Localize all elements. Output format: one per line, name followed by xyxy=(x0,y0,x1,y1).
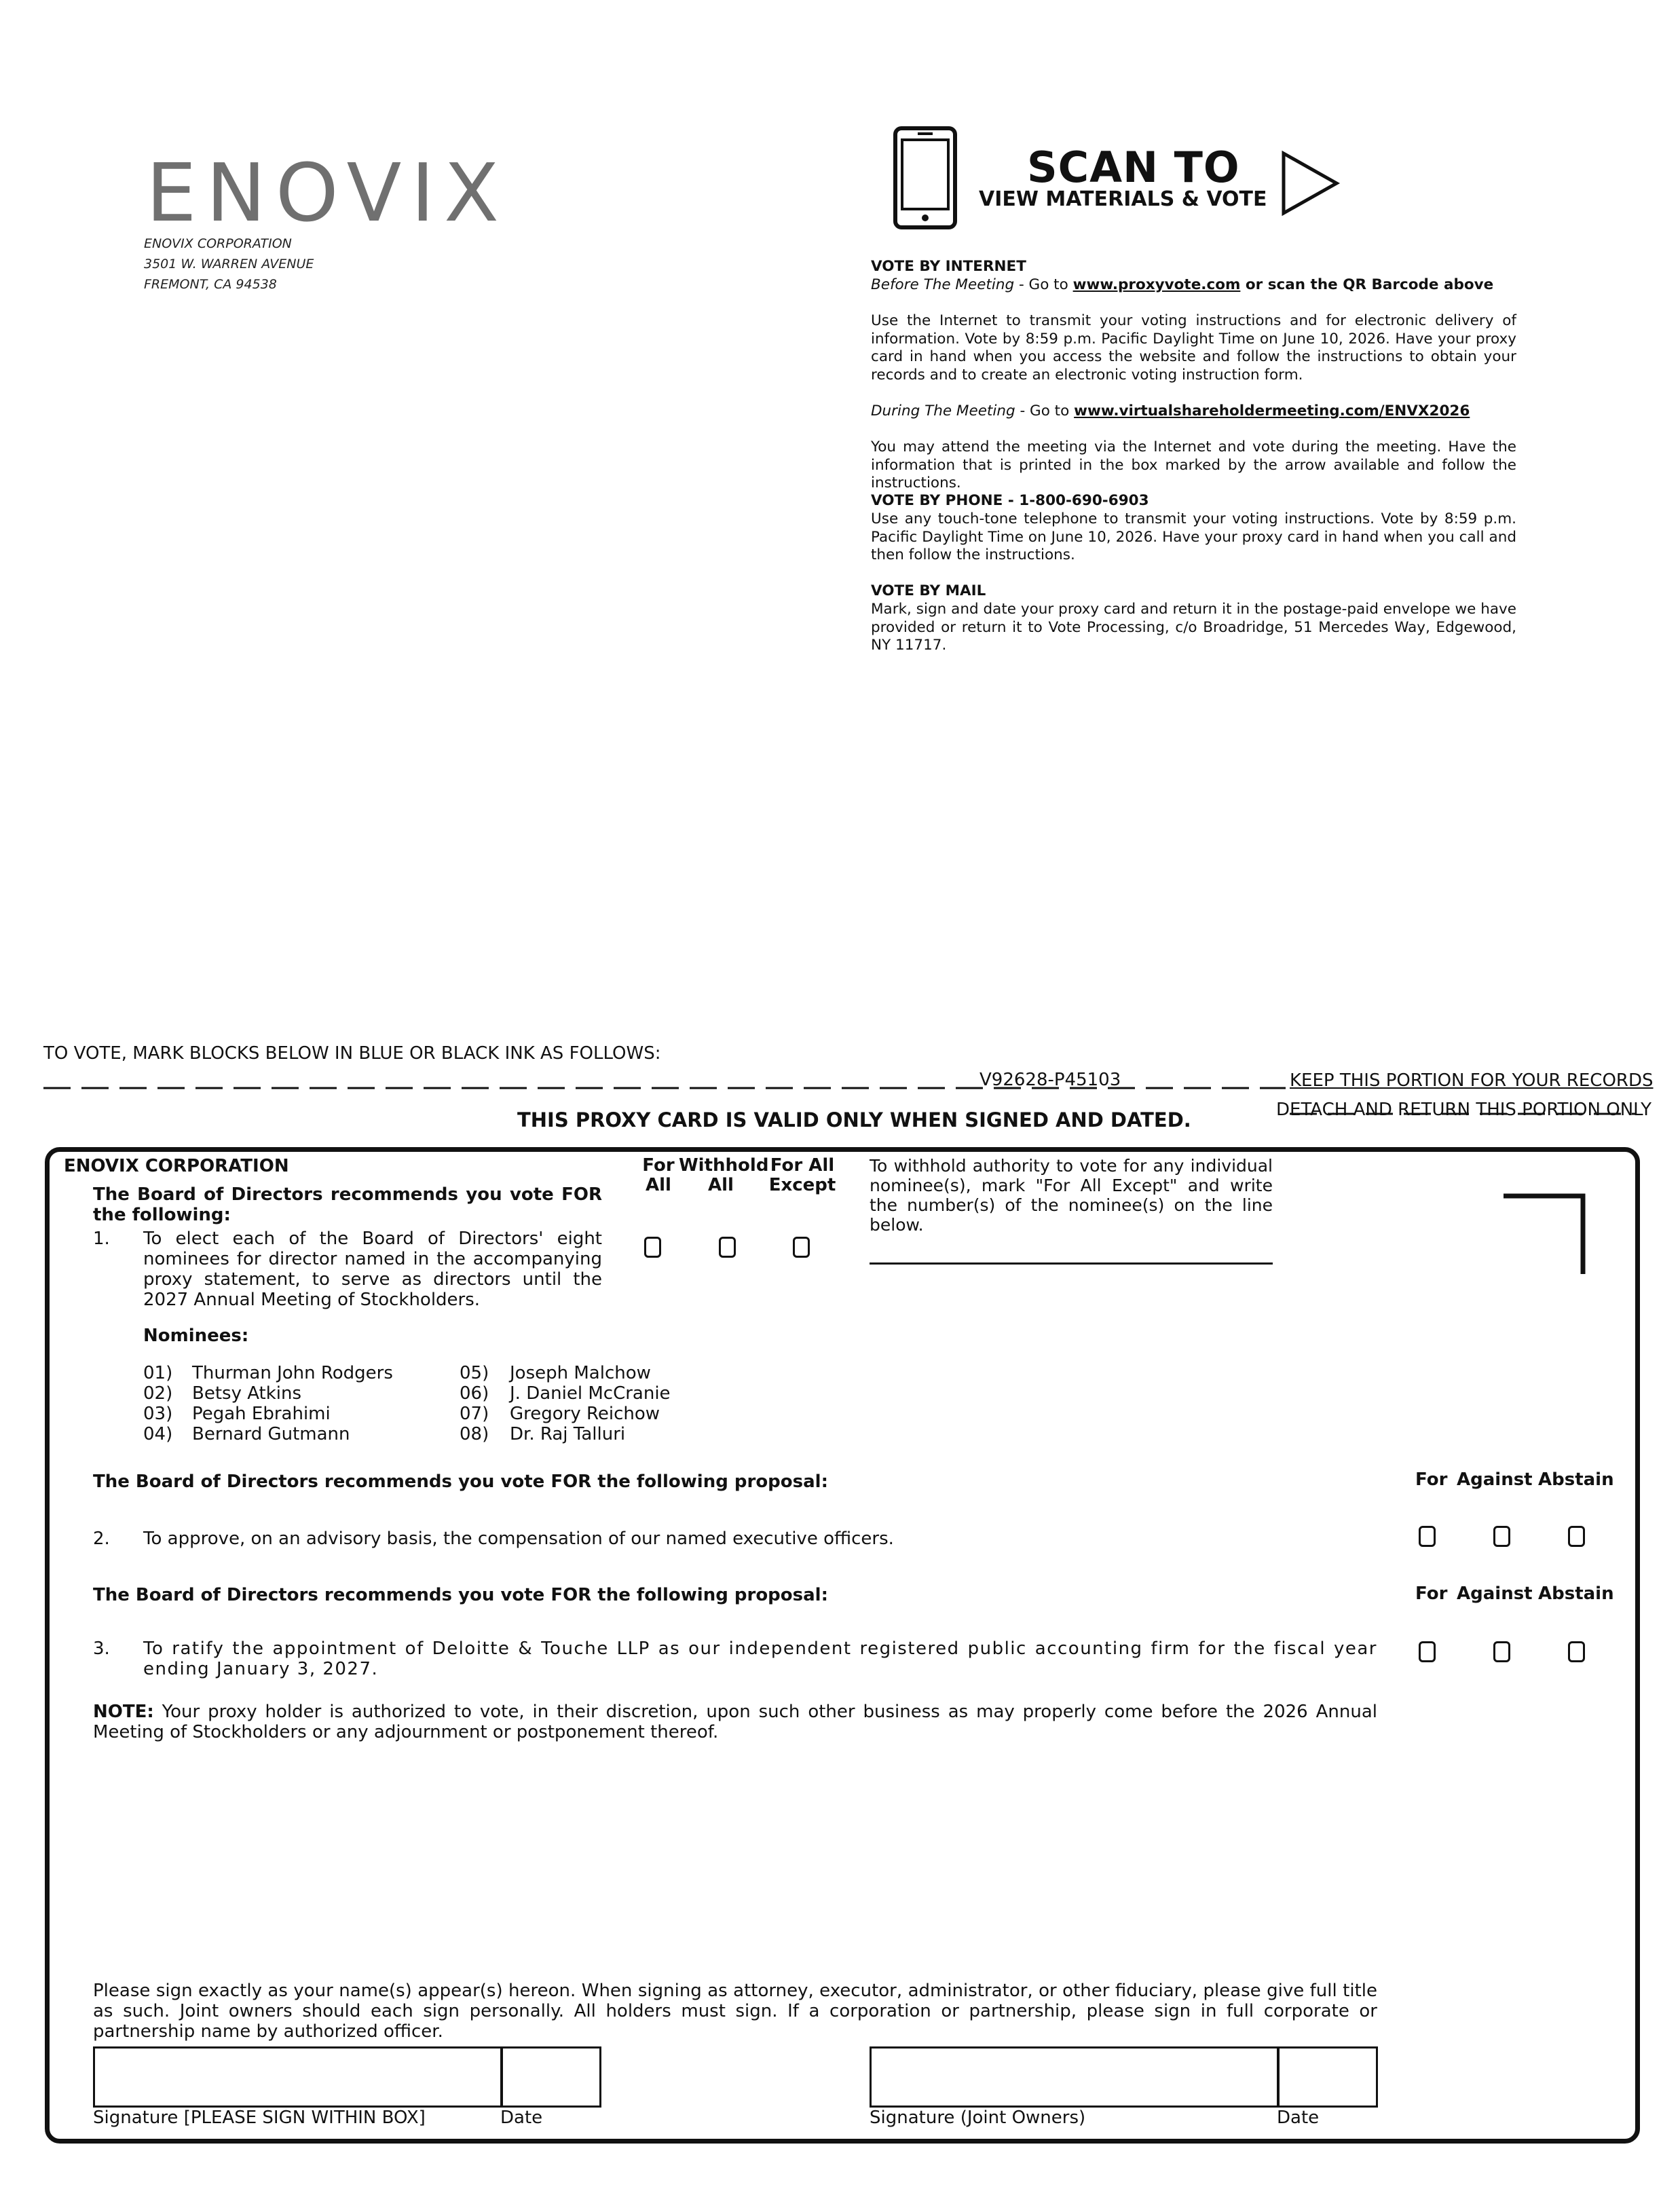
withhold-note: To withhold authority to vote for any individual nominee(s), mark "For All Except" and write the number(s) of the nominee(s) on the line below. xyxy=(870,1156,1273,1235)
signature-label: Signature [PLEASE SIGN WITHIN BOX] xyxy=(93,2108,426,2128)
nominee-08-name: Dr. Raj Talluri xyxy=(510,1424,626,1444)
control-number: V92628-P45103 xyxy=(979,1070,1121,1090)
attend-paragraph: You may attend the meeting via the Internet and vote during the meeting. Have the information that is printed in the box marked by the arrow available and follow the instructions. xyxy=(871,438,1516,491)
joint-signature-date-box[interactable] xyxy=(1277,2046,1378,2108)
item1-for-all-checkbox[interactable] xyxy=(644,1237,661,1258)
item1-withhold-all-checkbox[interactable] xyxy=(719,1237,736,1258)
play-arrow-icon xyxy=(1280,149,1342,217)
nominee-06-num: 06) xyxy=(460,1383,489,1404)
col-for-all-except: For All Except xyxy=(768,1155,836,1195)
internet-paragraph: Use the Internet to transmit your voting instructions and for electronic delivery of information. Vote by 8:59 p.m. Pacific Daylight Time on June 10, 2026. Have your proxy card in hand when you access the website and follow the instructions to obtain your records and to create an electronic voting instruction form. xyxy=(871,312,1516,383)
card-company-name: ENOVIX CORPORATION xyxy=(64,1156,289,1176)
item2-for-checkbox[interactable] xyxy=(1419,1526,1436,1547)
nominee-08-num: 08) xyxy=(460,1424,489,1444)
item2-col-abstain: Abstain xyxy=(1538,1470,1614,1490)
internet-during-line xyxy=(871,403,1516,421)
proxyvote-link[interactable]: www.proxyvote.com xyxy=(1072,276,1241,293)
nominee-02-name: Betsy Atkins xyxy=(192,1383,302,1404)
nominee-07-name: Gregory Reichow xyxy=(510,1404,660,1424)
note-label: NOTE: xyxy=(93,1702,154,1722)
board-recommendation-3: The Board of Directors recommends you vote FOR the following proposal: xyxy=(93,1585,828,1605)
nominee-06-name: J. Daniel McCranie xyxy=(510,1383,671,1404)
item2-col-for: For xyxy=(1415,1470,1448,1490)
nominee-02-num: 02) xyxy=(143,1383,173,1404)
phone-heading: VOTE BY PHONE - 1-800-690-6903 xyxy=(871,492,1149,509)
nominee-number-line[interactable] xyxy=(870,1262,1273,1265)
item2-text: To approve, on an advisory basis, the compensation of our named executive officers. xyxy=(143,1529,894,1549)
nominee-03-name: Pegah Ebrahimi xyxy=(192,1404,331,1424)
internet-before-line xyxy=(871,276,1516,295)
during-meeting-label: During The Meeting xyxy=(871,403,1015,419)
item3-col-abstain: Abstain xyxy=(1538,1584,1614,1604)
internet-heading: VOTE BY INTERNET xyxy=(871,258,1026,275)
before-go-to: - Go to xyxy=(1014,276,1073,293)
item3-for-checkbox[interactable] xyxy=(1419,1641,1436,1662)
detach-portion-label: DETACH AND RETURN THIS PORTION ONLY xyxy=(1276,1100,1652,1120)
nominee-01-name: Thurman John Rodgers xyxy=(192,1363,393,1383)
during-go-to: - Go to xyxy=(1015,403,1075,419)
item3-abstain-checkbox[interactable] xyxy=(1568,1641,1585,1662)
enovix-logo: ENOVIX xyxy=(146,146,508,240)
nominee-05-num: 05) xyxy=(460,1363,489,1383)
nominee-03-num: 03) xyxy=(143,1404,173,1424)
signature-date-label: Date xyxy=(500,2108,543,2128)
item1-number: 1. xyxy=(93,1229,110,1249)
phone-paragraph: Use any touch-tone telephone to transmit your voting instructions. Vote by 8:59 p.m. Pacific Daylight Time on June 10, 2026. Have your proxy card in hand when you call and then follow the instructions. xyxy=(871,510,1516,563)
valid-notice: THIS PROXY CARD IS VALID ONLY WHEN SIGNED AND DATED. xyxy=(517,1108,1191,1131)
item3-col-against: Against xyxy=(1457,1584,1533,1604)
scan-title: SCAN TO xyxy=(1027,143,1240,192)
sign-instructions: Please sign exactly as your name(s) appear(s) hereon. When signing as attorney, executor, administrator, or other fiduciary, please give full title as such. Joint owners should each sign personally. All holders must sign. If a corporation or partnership, please sign in full corporate or partnership name by authorized officer. xyxy=(93,1981,1377,2042)
sender-street: 3501 W. WARREN AVENUE xyxy=(144,257,314,272)
smartphone-icon xyxy=(893,126,957,229)
item1-text: To elect each of the Board of Directors' eight nominees for director named in the accompanying proxy statement, to serve as directors until the 2027 Annual Meeting of Stockholders. xyxy=(143,1229,602,1310)
item3-against-checkbox[interactable] xyxy=(1493,1641,1510,1662)
item2-number: 2. xyxy=(93,1529,110,1549)
item2-col-against: Against xyxy=(1457,1470,1533,1490)
joint-signature-date-label: Date xyxy=(1277,2108,1320,2128)
sender-city: FREMONT, CA 94538 xyxy=(144,277,277,292)
nominees-label: Nominees: xyxy=(143,1326,249,1346)
signature-date-box[interactable] xyxy=(500,2046,601,2108)
note-paragraph xyxy=(93,1702,1377,1742)
item2-abstain-checkbox[interactable] xyxy=(1568,1526,1585,1547)
item3-col-for: For xyxy=(1415,1584,1448,1604)
nominee-04-num: 04) xyxy=(143,1424,173,1444)
before-meeting-label: Before The Meeting xyxy=(871,276,1015,293)
item3-text: To ratify the appointment of Deloitte & Touche LLP as our independent registered public accounting firm for the fiscal year ending January 3, 2027. xyxy=(143,1639,1377,1679)
nominee-07-num: 07) xyxy=(460,1404,489,1424)
nominee-04-name: Bernard Gutmann xyxy=(192,1424,350,1444)
corner-marker xyxy=(1500,1191,1588,1276)
board-recommendation-2: The Board of Directors recommends you vote FOR the following proposal: xyxy=(93,1472,828,1492)
item2-against-checkbox[interactable] xyxy=(1493,1526,1510,1547)
sender-name: ENOVIX CORPORATION xyxy=(144,236,292,251)
note-text: Your proxy holder is authorized to vote, in their discretion, upon such other business as may properly come before the 2026 Annual Meeting of Stockholders or any adjournment or postponement thereof. xyxy=(93,1702,1377,1742)
nominee-05-name: Joseph Malchow xyxy=(510,1363,651,1383)
keep-portion-label: KEEP THIS PORTION FOR YOUR RECORDS xyxy=(1290,1070,1654,1091)
mail-heading: VOTE BY MAIL xyxy=(871,582,986,599)
signature-box[interactable] xyxy=(93,2046,503,2108)
mail-paragraph: Mark, sign and date your proxy card and return it in the postage-paid envelope we have provided or return it to Vote Processing, c/o Broadridge, 51 Mercedes Way, Edgewood, NY 11717. xyxy=(871,601,1516,654)
item1-for-all-except-checkbox[interactable] xyxy=(793,1237,810,1258)
item3-number: 3. xyxy=(93,1639,110,1659)
board-recommendation-1: The Board of Directors recommends you vote FOR the following: xyxy=(93,1184,602,1225)
joint-signature-box[interactable] xyxy=(870,2046,1280,2108)
joint-signature-label: Signature (Joint Owners) xyxy=(870,2108,1086,2128)
col-for-all: For All xyxy=(642,1155,675,1195)
col-withhold-all: Withhold All xyxy=(679,1155,769,1195)
nominee-01-num: 01) xyxy=(143,1363,173,1383)
mark-instructions: TO VOTE, MARK BLOCKS BELOW IN BLUE OR BLACK INK AS FOLLOWS: xyxy=(43,1043,661,1064)
scan-subtitle: VIEW MATERIALS & VOTE xyxy=(979,187,1267,211)
qr-note: or scan the QR Barcode above xyxy=(1240,276,1494,293)
virtual-meeting-link[interactable]: www.virtualshareholdermeeting.com/ENVX2026 xyxy=(1074,403,1470,419)
